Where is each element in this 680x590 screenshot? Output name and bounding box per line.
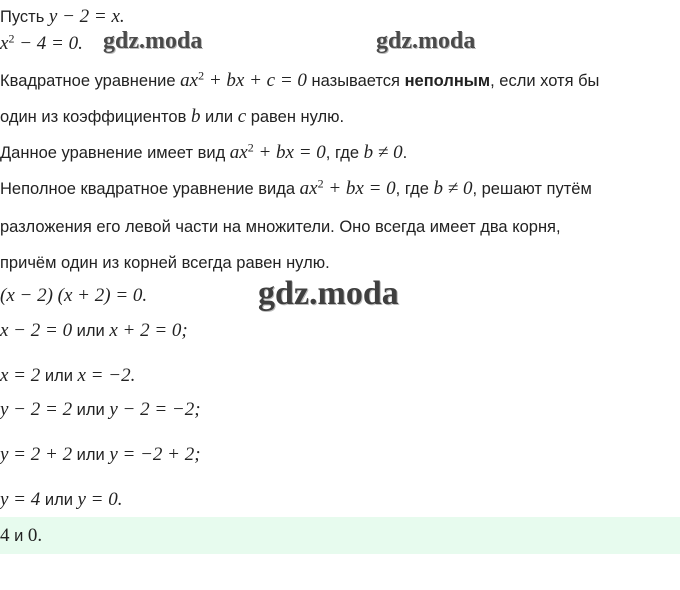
- math: y − 2 = −2;: [109, 399, 201, 420]
- line-substitute: [0, 399, 201, 421]
- math: c: [237, 106, 247, 127]
- math: y = 0.: [77, 489, 123, 510]
- math: b ≠ 0: [433, 178, 473, 199]
- line-roots-x: [0, 365, 135, 387]
- text: разложения его левой части на множители. Оно всегда имеет два корня,: [0, 218, 561, 236]
- math: x − 2 = 0: [0, 320, 73, 341]
- line-definition: [0, 70, 599, 92]
- math: + bx = 0: [253, 142, 326, 163]
- math: y = −2 + 2;: [109, 444, 201, 465]
- line-form: [0, 142, 407, 164]
- line-solve-y: [0, 444, 201, 466]
- line-equation: [0, 33, 83, 55]
- math: ax: [180, 70, 199, 91]
- text: Пусть: [0, 8, 49, 26]
- watermark: gdz.moda: [103, 28, 203, 54]
- line-method-end: [0, 252, 330, 274]
- math: x = −2.: [77, 365, 136, 386]
- text: или: [72, 446, 110, 464]
- line-definition-cont: [0, 106, 344, 128]
- answer-value: 4: [0, 525, 10, 546]
- watermark: gdz.moda: [258, 275, 399, 312]
- exponent: 2: [8, 31, 15, 46]
- text: Данное уравнение имеет вид: [0, 144, 230, 162]
- math: (x − 2) (x + 2) = 0.: [0, 285, 148, 306]
- text: .: [402, 144, 408, 162]
- text: , где: [325, 144, 364, 162]
- text: Неполное квадратное уравнение вида: [0, 180, 300, 198]
- line-let: [0, 6, 125, 28]
- bold-term: неполным: [404, 72, 491, 90]
- math: − 4 = 0.: [14, 33, 83, 54]
- math: ax: [299, 178, 318, 199]
- text: , где: [395, 180, 434, 198]
- answer-value: 0.: [27, 525, 43, 546]
- text: и: [9, 527, 28, 545]
- text: , решают путём: [472, 180, 592, 198]
- text: равен нулю.: [246, 108, 345, 126]
- text: или: [40, 491, 78, 509]
- math: x + 2 = 0;: [109, 320, 188, 341]
- exponent: 2: [198, 68, 205, 83]
- line-roots-y: [0, 489, 123, 511]
- text: или: [72, 401, 110, 419]
- exponent: 2: [317, 176, 324, 191]
- math: b ≠ 0: [363, 142, 403, 163]
- watermark: gdz.moda: [376, 28, 476, 54]
- text: причём один из корней всегда равен нулю.: [0, 254, 330, 272]
- answer-line: [0, 525, 42, 547]
- text: или: [200, 108, 238, 126]
- math: y − 2 = x.: [48, 6, 125, 27]
- text: или: [72, 322, 110, 340]
- text: Квадратное уравнение: [0, 72, 181, 90]
- math: y − 2 = 2: [0, 399, 73, 420]
- answer-band: [0, 517, 680, 554]
- line-method-cont: [0, 216, 561, 238]
- math: b: [190, 106, 201, 127]
- text: один из коэффициентов: [0, 108, 191, 126]
- math: + bx + c = 0: [204, 70, 307, 91]
- text: называется: [306, 72, 405, 90]
- math: x = 2: [0, 365, 41, 386]
- math: y = 4: [0, 489, 41, 510]
- exponent: 2: [247, 140, 254, 155]
- line-roots-cases: [0, 320, 188, 342]
- math: x: [0, 33, 9, 54]
- text: или: [40, 367, 78, 385]
- math: y = 2 + 2: [0, 444, 73, 465]
- line-method: [0, 178, 592, 200]
- math: + bx = 0: [323, 178, 396, 199]
- line-factored: [0, 285, 147, 307]
- math: ax: [229, 142, 248, 163]
- text: , если хотя бы: [490, 72, 600, 90]
